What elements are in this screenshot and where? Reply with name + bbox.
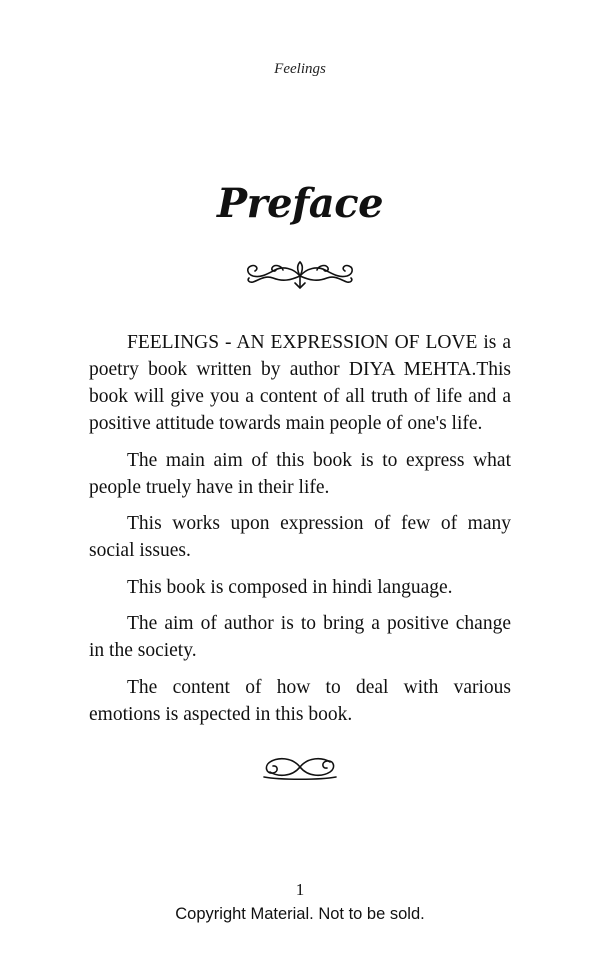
paragraph: The aim of author is to bring a positive change in the society.: [89, 613, 511, 661]
paragraph: The content of how to deal with various emotions is aspected in this book.: [89, 676, 511, 725]
paragraph: The main aim of this book is to express what people truely have in their life.: [89, 449, 511, 498]
copyright-notice: Copyright Material. Not to be sold.: [175, 905, 425, 923]
paragraph: FEELINGS - AN EXPRESSION OF LOVE is a poetry book written by author DIYA MEHTA.This book will give you a content of all truth of life and a positive attitude towards main people of one's life.: [89, 332, 511, 434]
scroll-flourish-icon: [243, 256, 357, 292]
running-header: Feelings: [274, 61, 326, 77]
paragraph: This book is composed in hindi language.: [127, 576, 453, 598]
page-title: Preface: [216, 180, 384, 227]
swirl-divider-icon: [260, 752, 340, 782]
preface-body: [89, 329, 511, 737]
paragraph: This works upon expression of few of many social issues.: [89, 513, 511, 561]
page-number: 1: [295, 880, 305, 899]
